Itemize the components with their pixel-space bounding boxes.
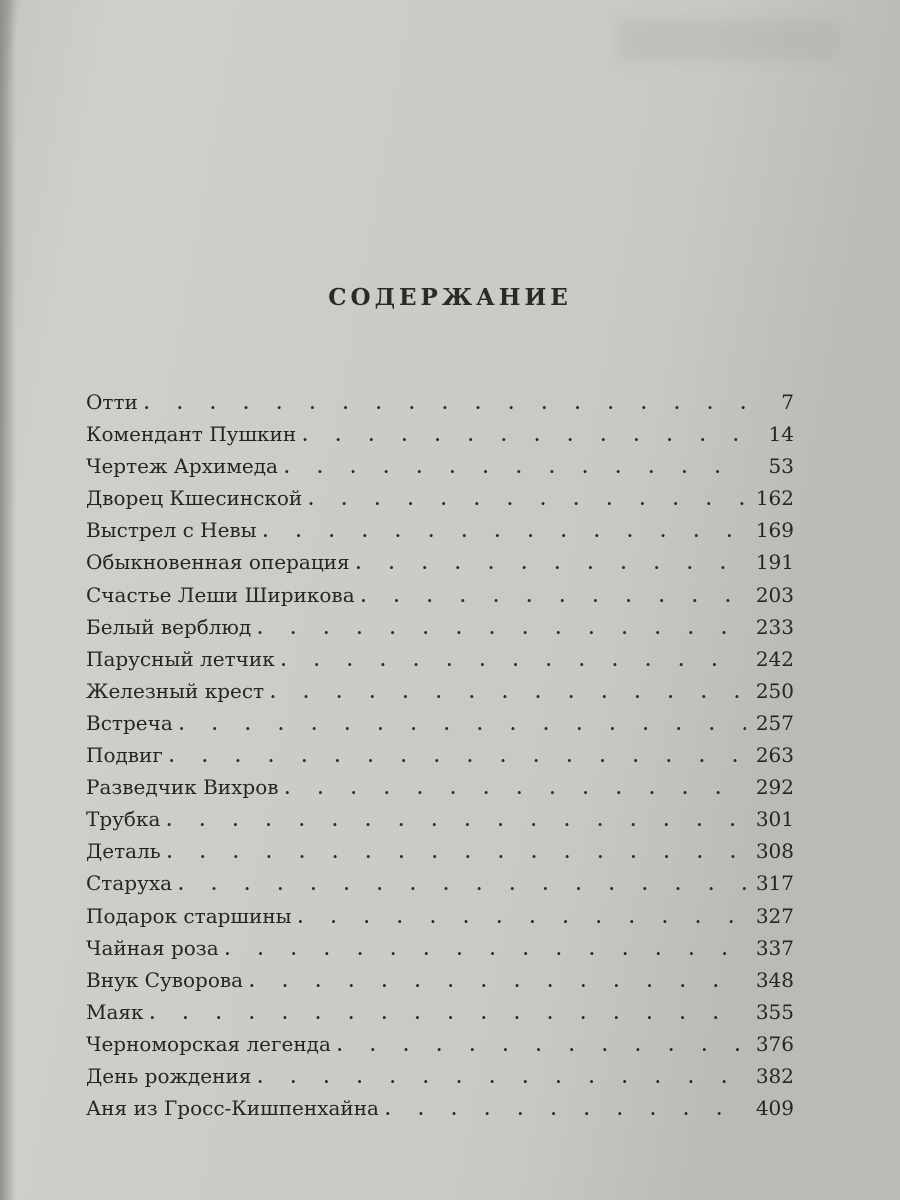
toc-entry (70, 807, 794, 839)
toc-entry-title: Внук Суворова (86, 967, 244, 992)
toc-entry (70, 1096, 794, 1128)
toc-entry-title: Подарок старшины (86, 903, 292, 928)
dot-leader (356, 554, 746, 573)
toc-entry-title: Чайная роза (86, 935, 219, 960)
toc-entry-title: Деталь (86, 839, 161, 864)
dot-leader (225, 940, 746, 959)
toc-entry (70, 647, 794, 679)
spine-shadow (0, 0, 16, 1200)
toc-entry (70, 871, 794, 903)
toc-entry-title: Железный крест (86, 678, 265, 703)
toc-entry-title: Старуха (86, 871, 173, 896)
toc-entry (70, 904, 794, 936)
toc-entry-page-number: 162 (755, 486, 794, 511)
dot-leader (166, 811, 746, 830)
toc-entry-page-number: 355 (755, 999, 794, 1024)
toc-entry-page-number: 263 (755, 743, 794, 768)
toc-entry (70, 518, 794, 550)
toc-entry-page-number: 327 (755, 903, 794, 928)
toc-entry (70, 422, 794, 454)
toc-entry-title: Выстрел с Невы (86, 518, 257, 543)
toc-entry-title: День рождения (86, 1063, 252, 1088)
toc-entry (70, 550, 794, 582)
toc-entry-title: Разведчик Вихров (86, 775, 279, 800)
dot-leader (361, 587, 746, 606)
dot-leader (249, 972, 746, 991)
toc-entry-title: Маяк (86, 999, 144, 1024)
toc-entry (70, 486, 794, 518)
toc-entry-page-number: 376 (755, 1031, 794, 1056)
dot-leader (179, 715, 746, 734)
toc-entry-title: Парусный летчик (86, 646, 275, 671)
dot-leader (284, 458, 746, 477)
toc-entry-page-number: 14 (768, 422, 794, 447)
toc-entry (70, 1064, 794, 1096)
toc-entry-title: Дворец Кшесинской (86, 486, 303, 511)
dot-leader (270, 683, 746, 702)
toc-entry (70, 839, 794, 871)
toc-entry-page-number: 233 (755, 614, 794, 639)
toc-entry (70, 583, 794, 615)
dot-leader (263, 522, 746, 541)
toc-entry (70, 390, 794, 422)
dot-leader (169, 747, 746, 766)
toc-entry (70, 743, 794, 775)
toc-entry (70, 936, 794, 968)
dot-leader (308, 490, 746, 509)
dot-leader (150, 1004, 746, 1023)
toc-entry-title: Черноморская легенда (86, 1031, 331, 1056)
dot-leader (385, 1100, 746, 1119)
toc-entry-title: Белый верблюд (86, 614, 252, 639)
toc-entry-page-number: 409 (755, 1096, 794, 1121)
toc-entry-title: Встреча (86, 710, 173, 735)
table-of-contents (70, 390, 794, 1128)
dot-leader (178, 875, 746, 894)
toc-entry-title: Комендант Пушкин (86, 422, 297, 447)
page-title: СОДЕРЖАНИЕ (328, 284, 572, 311)
dot-leader (337, 1036, 746, 1055)
dot-leader (257, 1068, 746, 1087)
dot-leader (167, 843, 746, 862)
toc-entry-title: Подвиг (86, 743, 163, 768)
toc-entry-page-number: 317 (755, 871, 794, 896)
toc-entry-page-number: 337 (755, 935, 794, 960)
toc-entry-page-number: 257 (755, 710, 794, 735)
toc-entry-page-number: 348 (755, 967, 794, 992)
toc-entry (70, 615, 794, 647)
toc-entry-title: Счастье Леши Ширикова (86, 582, 355, 607)
toc-entry-title: Чертеж Архимеда (86, 454, 278, 479)
toc-entry (70, 1032, 794, 1064)
toc-entry-title: Аня из Гросс-Кишпенхайна (86, 1096, 379, 1121)
print-bleed-through (620, 20, 840, 60)
toc-entry-page-number: 382 (755, 1063, 794, 1088)
toc-entry (70, 775, 794, 807)
toc-entry (70, 1000, 794, 1032)
toc-entry-title: Трубка (86, 807, 161, 832)
toc-entry-page-number: 301 (755, 807, 794, 832)
dot-leader (257, 619, 746, 638)
toc-entry-page-number: 308 (755, 839, 794, 864)
toc-entry-page-number: 7 (781, 390, 794, 414)
toc-entry-page-number: 53 (768, 454, 794, 479)
toc-entry-title: Отти (86, 390, 138, 414)
dot-leader (298, 908, 746, 927)
toc-entry (70, 454, 794, 486)
toc-entry (70, 968, 794, 1000)
dot-leader (302, 426, 746, 445)
toc-entry-page-number: 250 (755, 678, 794, 703)
toc-entry (70, 711, 794, 743)
dot-leader (285, 779, 746, 798)
toc-entry-page-number: 169 (755, 518, 794, 543)
toc-entry-title: Обыкновенная операция (86, 550, 350, 575)
toc-entry-page-number: 292 (755, 775, 794, 800)
dot-leader (144, 394, 746, 413)
toc-entry-page-number: 242 (755, 646, 794, 671)
toc-entry-page-number: 203 (755, 582, 794, 607)
dot-leader (281, 651, 746, 670)
toc-entry-page-number: 191 (755, 550, 794, 575)
toc-entry (70, 679, 794, 711)
